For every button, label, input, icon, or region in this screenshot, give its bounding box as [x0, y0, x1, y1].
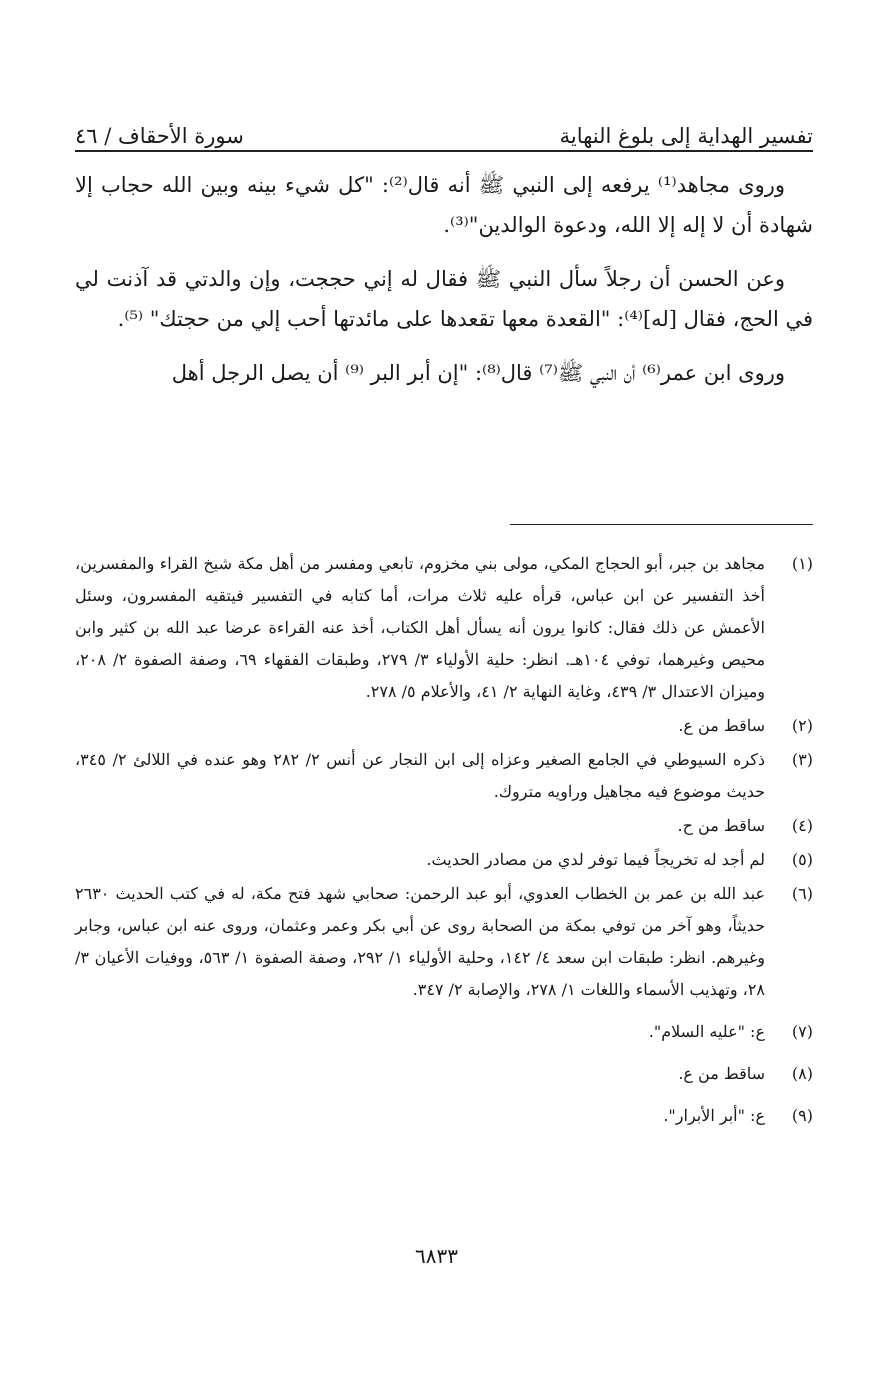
footnote-text: مجاهد بن جبر، أبو الحجاج المكي، مولى بني مخزوم، تابعي ومفسر من أهل مكة شيخ القراء والمفسرين، أخذ التفسير عن ابن عباس، قرأه عليه ثلاث مرات، أما كتابه في التفسير فيتقيه المفسرون، وسئل الأعمش عن ذلك فقال: كانوا يرون أنه يسأل أهل الكتاب، أخذ عنه القراءة عرضا عبد الله بن كثير وابن محيص وغيرهما، توفي ١٠٤هـ. انظر: حلية الأولياء ٣/ ٢٧٩، وطبقات الفقهاء ٦٩، وصفة الصفوة ٢/ ٢٠٨، وميزان الاعتدال ٣/ ٤٣٩، وغاية النهاية ٢/ ٤١، والأعلام ٥/ ٢٧٨. — [75, 554, 766, 701]
footnote-text: ساقط من ع. — [678, 716, 765, 735]
footnote-9 — [75, 1100, 813, 1132]
main-text — [75, 165, 813, 407]
paragraph-2: وعن الحسن أن رجلاً سأل النبي ﷺ فقال له إني حججت، وإن والدتي قد آذنت لي في الحج، فقال [له]⁽⁴⁾: "القعدة معها تقعدها على مائدتها أحب إلي من حجتك" ⁽⁵⁾. — [75, 267, 813, 331]
page-number: ٦٨٣٣ — [415, 1244, 458, 1268]
footnote-number: (٧) — [791, 1022, 813, 1041]
footnote-5 — [75, 844, 813, 876]
footnotes — [75, 548, 813, 1142]
footnote-3 — [75, 744, 813, 808]
footnote-6 — [75, 878, 813, 1006]
footnote-number: (٦) — [791, 884, 813, 903]
footnote-text: ع: "أبر الأبرار". — [663, 1106, 765, 1125]
header-rule — [75, 150, 813, 152]
footnote-text: ذكره السيوطي في الجامع الصغير وعزاه إلى ابن النجار عن أنس ٢/ ٢٨٢ وهو عنده في اللالئ ٢/ ٣٤٥، حديث موضوع فيه مجاهيل وراويه متروك. — [75, 750, 766, 801]
footnote-text: لم أجد له تخريجاً فيما توفر لدي من مصادر الحديث. — [426, 850, 765, 869]
footnote-separator — [510, 524, 813, 525]
footnote-7 — [75, 1016, 813, 1048]
footnote-text: ساقط من ع. — [678, 1064, 765, 1083]
footnote-number: (٢) — [791, 716, 813, 735]
footnote-2 — [75, 710, 813, 742]
footnote-number: (٨) — [791, 1064, 813, 1083]
footnote-number: (٥) — [791, 850, 813, 869]
paragraph-3: وروى ابن عمر⁽⁶⁾ أن النبي ﷺ⁽⁷⁾ قال⁽⁸⁾: "إن أبر البر ⁽⁹⁾ أن يصل الرجل أهل — [171, 361, 785, 385]
footnote-number: (٣) — [791, 750, 813, 769]
book-title: تفسير الهداية إلى بلوغ النهاية — [559, 124, 813, 148]
footnote-number: (٤) — [791, 816, 813, 835]
footnote-number: (١) — [791, 554, 813, 573]
footnote-text: عبد الله بن عمر بن الخطاب العدوي، أبو عبد الرحمن: صحابي شهد فتح مكة، له في كتب الحديث ٢٦٣٠ حديثاً، وهو آخر من توفي بمكة من الصحابة روى عن أبي بكر وعمر وعثمان، وروى عنه ابن عباس، وجابر وغيرهم. انظر: طبقات ابن سعد ٤/ ١٤٢، وحلية الأولياء ١/ ٢٩٢، وصفة الصفوة ١/ ٥٦٣، ووفيات الأعيان ٣/ ٢٨، وتهذيب الأسماء واللغات ١/ ٢٧٨، والإصابة ٢/ ٣٤٧. — [75, 884, 766, 999]
footnote-number: (٩) — [791, 1106, 813, 1125]
running-header — [75, 108, 813, 148]
footnote-1 — [75, 548, 813, 708]
paragraph-1: وروى مجاهد⁽¹⁾ يرفعه إلى النبي ﷺ أنه قال⁽²⁾: "كل شيء بينه وبين الله حجاب إلا شهادة أن لا إله إلا الله، ودعوة الوالدين"⁽³⁾. — [75, 173, 813, 237]
footnote-text: ع: "عليه السلام". — [648, 1022, 765, 1041]
footnote-text: ساقط من ح. — [677, 816, 765, 835]
footnote-4 — [75, 810, 813, 842]
surah-label: سورة الأحقاف / ٤٦ — [75, 124, 244, 148]
footnote-8 — [75, 1058, 813, 1090]
